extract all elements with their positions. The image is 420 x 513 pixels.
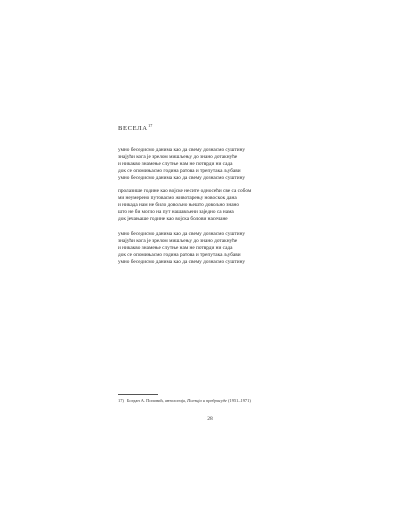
stanza-line: док се опомињасмо година ратова и трепутака љубави bbox=[118, 168, 241, 174]
stanza-line: и никакво знамење слутње нам не потврди ни сада bbox=[118, 161, 233, 167]
footnote-number: 17) bbox=[118, 398, 124, 403]
footnote-divider bbox=[118, 394, 158, 395]
poem-title-text: ВЕСЕЛА bbox=[118, 125, 148, 133]
poem-title bbox=[118, 124, 152, 133]
stanza-line: и никакво знамење слутње нам не потврди ни сада bbox=[118, 245, 233, 251]
stanza-3 bbox=[118, 231, 245, 266]
stanza-line: што не би могло на пут нашављени заједно са нама bbox=[118, 209, 234, 215]
stanza-line: ми неумерено путовасмо животарењу новоскок дана bbox=[118, 195, 237, 201]
stanza-line: знајући кога је зрелом мишљењу до знано дотакнуће bbox=[118, 238, 238, 244]
stanza-1 bbox=[118, 147, 245, 182]
footnote-text-italic: Поезија и предрасуде bbox=[187, 398, 227, 403]
stanza-line: док јечањаше године као војска болови насечане bbox=[118, 216, 228, 222]
stanza-line: умно беседисмо данима као да свему дознасмо суштину bbox=[118, 259, 246, 265]
stanza-line: знајући кога је зрелом мишљењу до знано дотакнуће bbox=[118, 154, 238, 160]
stanza-line: умно беседисмо данима као да свему дознасмо суштину bbox=[118, 147, 246, 153]
footnote-text-after: (1951–1971) bbox=[228, 398, 251, 403]
footnote bbox=[118, 398, 251, 403]
footnote-text-before: Богдан А. Поповић, антологија, bbox=[126, 398, 186, 403]
stanza-line: умно беседисмо данима као да свему дознасмо суштину bbox=[118, 231, 246, 237]
stanza-line: пролазише године као војске несите односећи све са собом bbox=[118, 188, 252, 194]
stanza-line: умно беседисмо данима као да свему дознасмо суштину bbox=[118, 175, 246, 181]
page-number: 28 bbox=[207, 416, 213, 422]
stanza-2 bbox=[118, 188, 251, 223]
stanza-line: док се опомињасмо година ратова и трепутака љубави bbox=[118, 252, 241, 258]
stanza-line: и никада нам не било довољно њешто довољно знано bbox=[118, 202, 240, 208]
footnote-reference: 17 bbox=[148, 123, 153, 128]
